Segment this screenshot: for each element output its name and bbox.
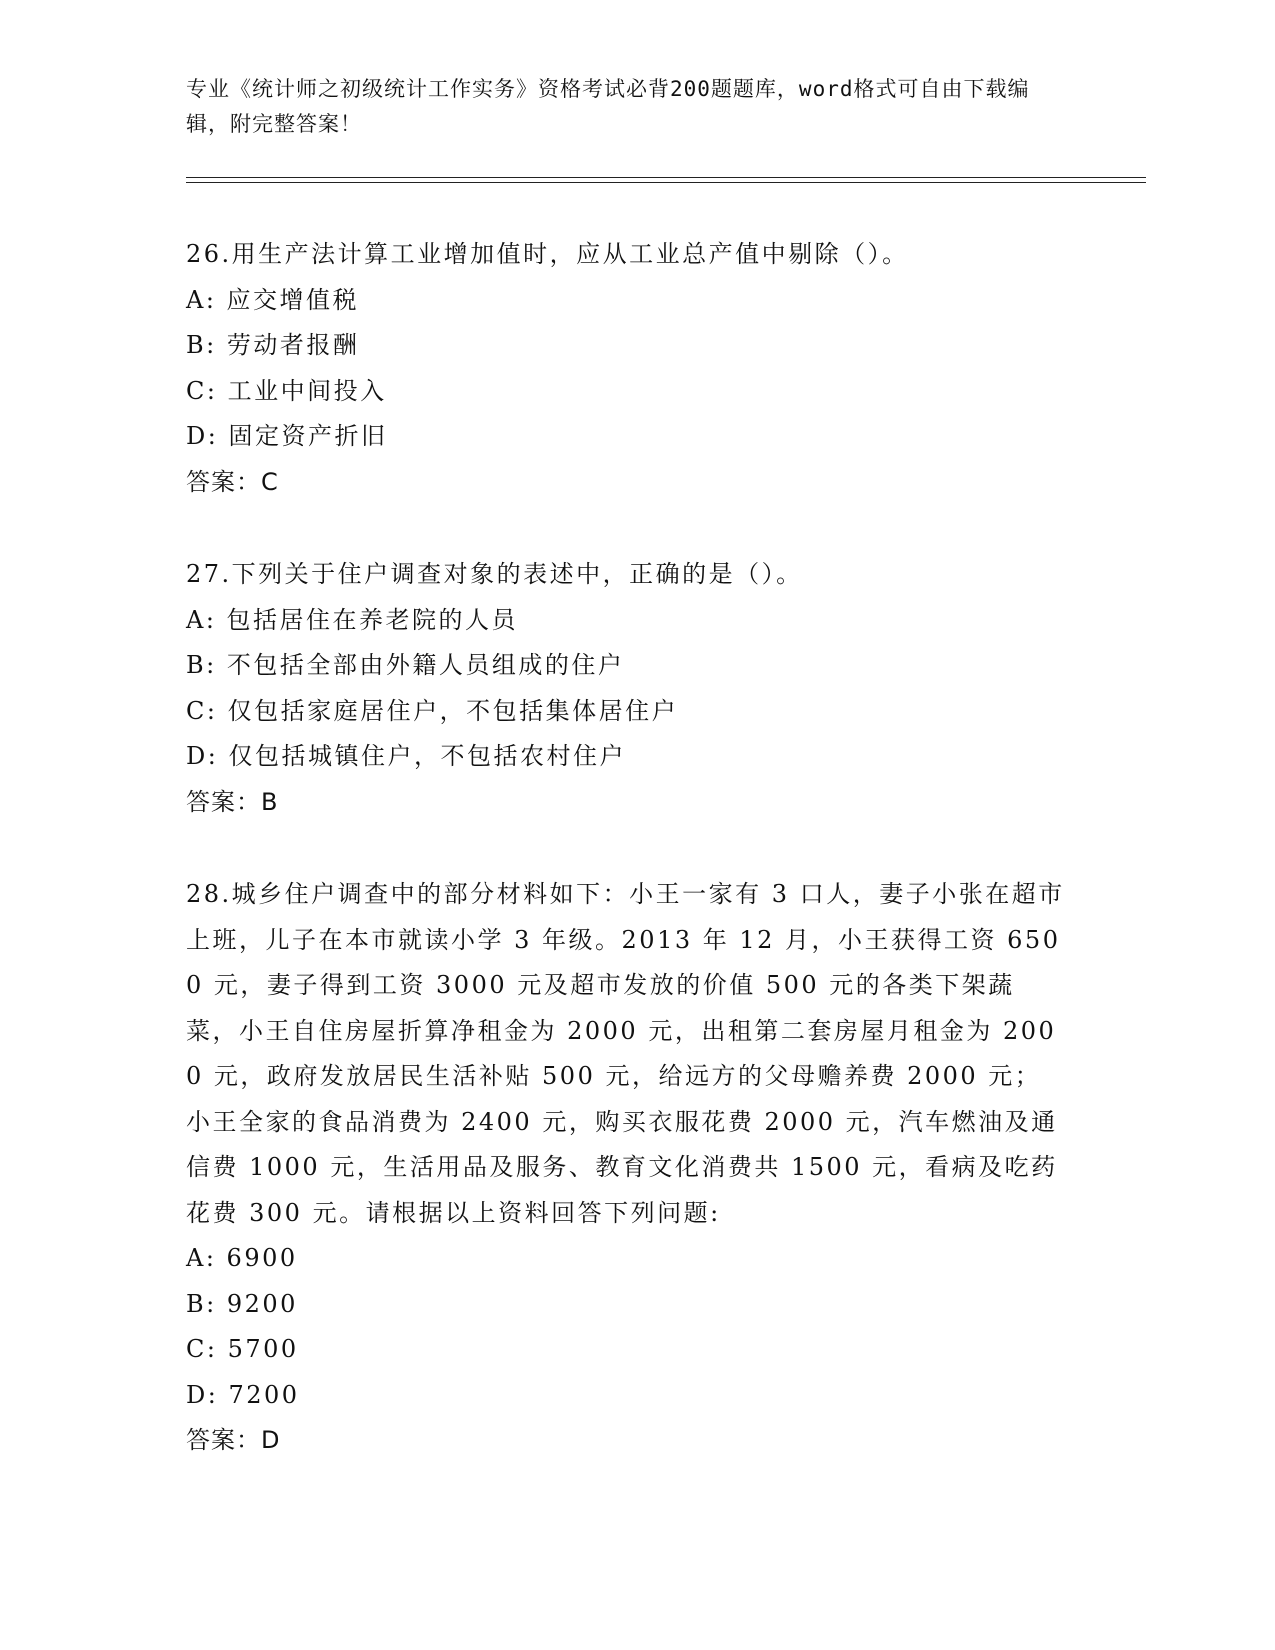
- option-d: D: 7200: [186, 1380, 300, 1409]
- question-stem: 27.下列关于住户调查对象的表述中，正确的是（）。: [186, 560, 803, 588]
- option-a: A: 6900: [186, 1244, 298, 1272]
- question-stem: 26.用生产法计算工业增加值时，应从工业总产值中剔除（）。: [186, 240, 909, 268]
- question-27: [186, 552, 1086, 825]
- answer-text: 答案：D: [186, 1426, 281, 1454]
- option-a: A: 包括居住在养老院的人员: [186, 605, 519, 634]
- answer-text: 答案：C: [186, 467, 279, 496]
- option-c: C: 5700: [186, 1335, 299, 1363]
- answer-text: 答案：B: [186, 787, 279, 816]
- option-b: B: 9200: [186, 1289, 298, 1318]
- question-26: [186, 232, 1086, 505]
- option-c: C: 工业中间投入: [186, 376, 387, 405]
- option-d: D: 固定资产折旧: [186, 422, 388, 450]
- option-c: C: 仅包括家庭居住户，不包括集体居住户: [186, 696, 679, 725]
- option-a: A: 应交增值税: [186, 285, 360, 314]
- option-b: B: 劳动者报酬: [186, 331, 360, 359]
- header-divider: [186, 177, 1146, 183]
- option-d: D: 仅包括城镇住户，不包括农村住户: [186, 742, 626, 770]
- question-list: [186, 232, 1086, 1511]
- question-stem: 28.城乡住户调查中的部分材料如下：小王一家有 3 口人，妻子小张在超市上班，儿子在本市就读小学 3 年级。2013 年 12 月，小王获得工资 6500 元，妻子得到工资 3000 元及超市发放的价值 500 元的各类下架蔬菜，小王自住房屋折算净租金为 2000 元，出租第二套房屋月租金为 2000 元，政府发放居民生活补贴 500 元，给远方的父母赡养费 2000 元；小王全家的食品消费为 2400 元，购买衣服花费 2000 元，汽车燃油及通信费 1000 元，生活用品及服务、教育文化消费共 1500 元，看病及吃药花费 300 元。请根据以上资料回答下列问题:: [186, 880, 1065, 1227]
- question-28: [186, 872, 1086, 1464]
- option-b: B: 不包括全部由外籍人员组成的住户: [186, 651, 625, 679]
- document-header: 专业《统计师之初级统计工作实务》资格考试必背200题题库，word格式可自由下载编辑，附完整答案！: [186, 77, 1030, 136]
